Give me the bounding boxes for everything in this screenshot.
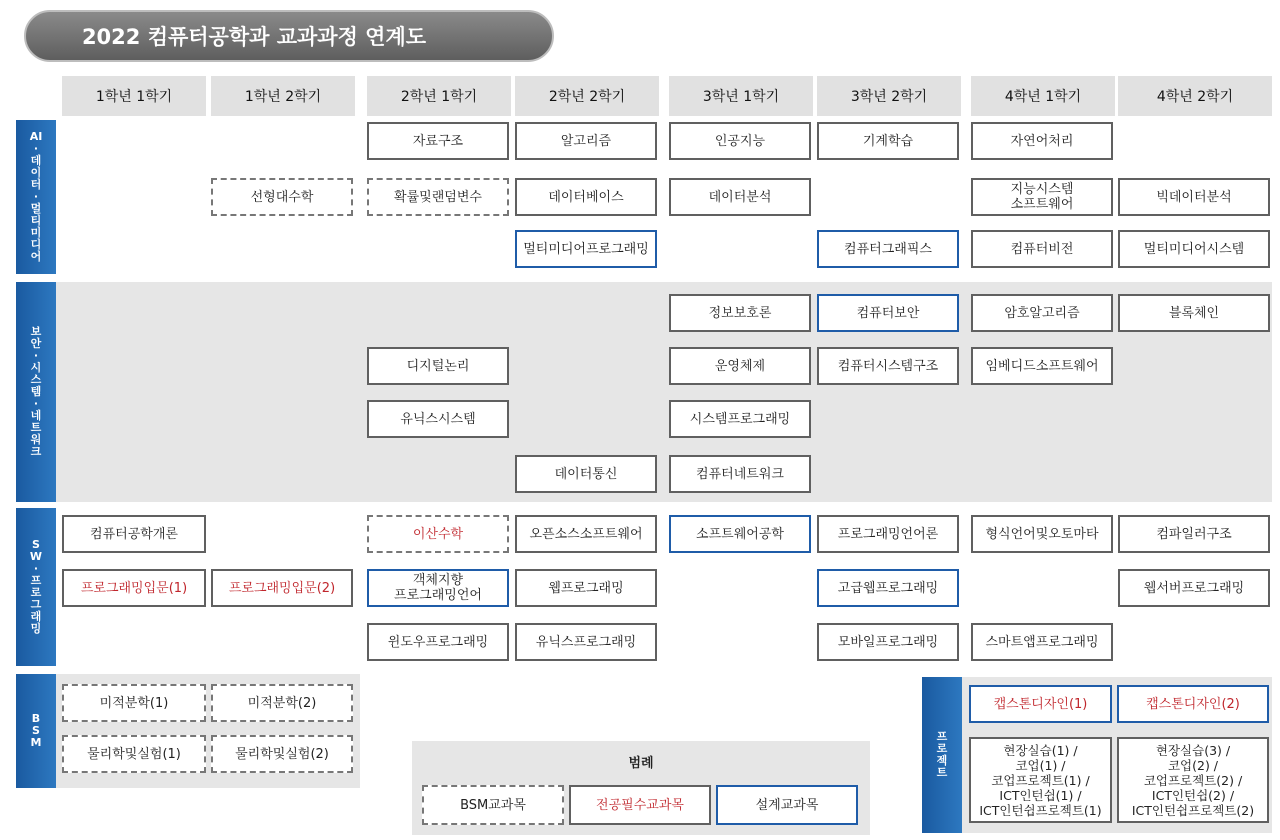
course-box: 고급웹프로그래밍 (817, 569, 959, 607)
course-box: 지능시스템 소프트웨어 (971, 178, 1113, 216)
semester-header-1-1: 1학년 1학기 (62, 76, 206, 116)
course-box: 시스템프로그래밍 (669, 400, 811, 438)
course-box: 컴파일러구조 (1118, 515, 1270, 553)
course-box: 기계학습 (817, 122, 959, 160)
course-box: 프로그래밍입문(2) (211, 569, 353, 607)
course-box: 웹프로그래밍 (515, 569, 657, 607)
course-box: 자료구조 (367, 122, 509, 160)
semester-header-4-2: 4학년 2학기 (1118, 76, 1272, 116)
course-box: 데이터통신 (515, 455, 657, 493)
semester-header-4-1: 4학년 1학기 (971, 76, 1115, 116)
course-box: 빅데이터분석 (1118, 178, 1270, 216)
course-box: 캡스톤디자인(1) (969, 685, 1112, 723)
course-box: 멀티미디어프로그래밍 (515, 230, 657, 268)
course-box: 자연어처리 (971, 122, 1113, 160)
legend-design: 설계교과목 (716, 785, 858, 825)
semester-header-1-2: 1학년 2학기 (211, 76, 355, 116)
course-box: 멀티미디어시스템 (1118, 230, 1270, 268)
course-box: 웹서버프로그래밍 (1118, 569, 1270, 607)
course-box: 모바일프로그래밍 (817, 623, 959, 661)
track-label-bsm: BSM (16, 674, 56, 788)
course-box: 컴퓨터네트워크 (669, 455, 811, 493)
course-box: 스마트앱프로그래밍 (971, 623, 1113, 661)
course-box: 컴퓨터보안 (817, 294, 959, 332)
semester-header-2-1: 2학년 1학기 (367, 76, 511, 116)
course-box: 데이터베이스 (515, 178, 657, 216)
course-box: 임베디드소프트웨어 (971, 347, 1113, 385)
course-box: 블록체인 (1118, 294, 1270, 332)
course-box: 미적분학(2) (211, 684, 353, 722)
course-box: 현장실습(1) / 코업(1) / 코업프로젝트(1) / ICT인턴쉽(1) / ICT인턴쉽프로젝트(1) (969, 737, 1112, 823)
track-label-project: 프로젝트 (922, 677, 962, 833)
course-box: 미적분학(1) (62, 684, 206, 722)
course-box: 객체지향 프로그래밍언어 (367, 569, 509, 607)
legend-required: 전공필수교과목 (569, 785, 711, 825)
course-box: 디지털논리 (367, 347, 509, 385)
course-box: 현장실습(3) / 코업(2) / 코업프로젝트(2) / ICT인턴쉽(2) / ICT인턴쉽프로젝트(2) (1117, 737, 1269, 823)
course-box: 프로그래밍언어론 (817, 515, 959, 553)
legend-title: 범례 (628, 756, 654, 771)
course-box: 소프트웨어공학 (669, 515, 811, 553)
course-box: 유닉스프로그래밍 (515, 623, 657, 661)
course-box: 유닉스시스템 (367, 400, 509, 438)
course-box: 컴퓨터그래픽스 (817, 230, 959, 268)
course-box: 데이터분석 (669, 178, 811, 216)
course-box: 정보보호론 (669, 294, 811, 332)
course-box: 컴퓨터시스템구조 (817, 347, 959, 385)
course-box: 운영체제 (669, 347, 811, 385)
course-box: 컴퓨터공학개론 (62, 515, 206, 553)
semester-header-3-2: 3학년 2학기 (817, 76, 961, 116)
course-box: 오픈소스소프트웨어 (515, 515, 657, 553)
page-title: 2022 컴퓨터공학과 교과과정 연계도 (24, 10, 554, 62)
semester-header-3-1: 3학년 1학기 (669, 76, 813, 116)
course-box: 확률및랜덤변수 (367, 178, 509, 216)
course-box: 물리학및실험(2) (211, 735, 353, 773)
course-box: 선형대수학 (211, 178, 353, 216)
course-box: 인공지능 (669, 122, 811, 160)
course-box: 프로그래밍입문(1) (62, 569, 206, 607)
legend-bsm: BSM교과목 (422, 785, 564, 825)
course-box: 이산수학 (367, 515, 509, 553)
semester-header-2-2: 2학년 2학기 (515, 76, 659, 116)
track-label-security: 보안·시스템·네트워크 (16, 282, 56, 502)
track-label-ai: AI·데이터·멀티미디어 (16, 120, 56, 274)
course-box: 캡스톤디자인(2) (1117, 685, 1269, 723)
track-label-sw: SW·프로그래밍 (16, 508, 56, 666)
course-box: 형식언어및오토마타 (971, 515, 1113, 553)
course-box: 알고리즘 (515, 122, 657, 160)
course-box: 컴퓨터비전 (971, 230, 1113, 268)
course-box: 암호알고리즘 (971, 294, 1113, 332)
course-box: 물리학및실험(1) (62, 735, 206, 773)
course-box: 윈도우프로그래밍 (367, 623, 509, 661)
